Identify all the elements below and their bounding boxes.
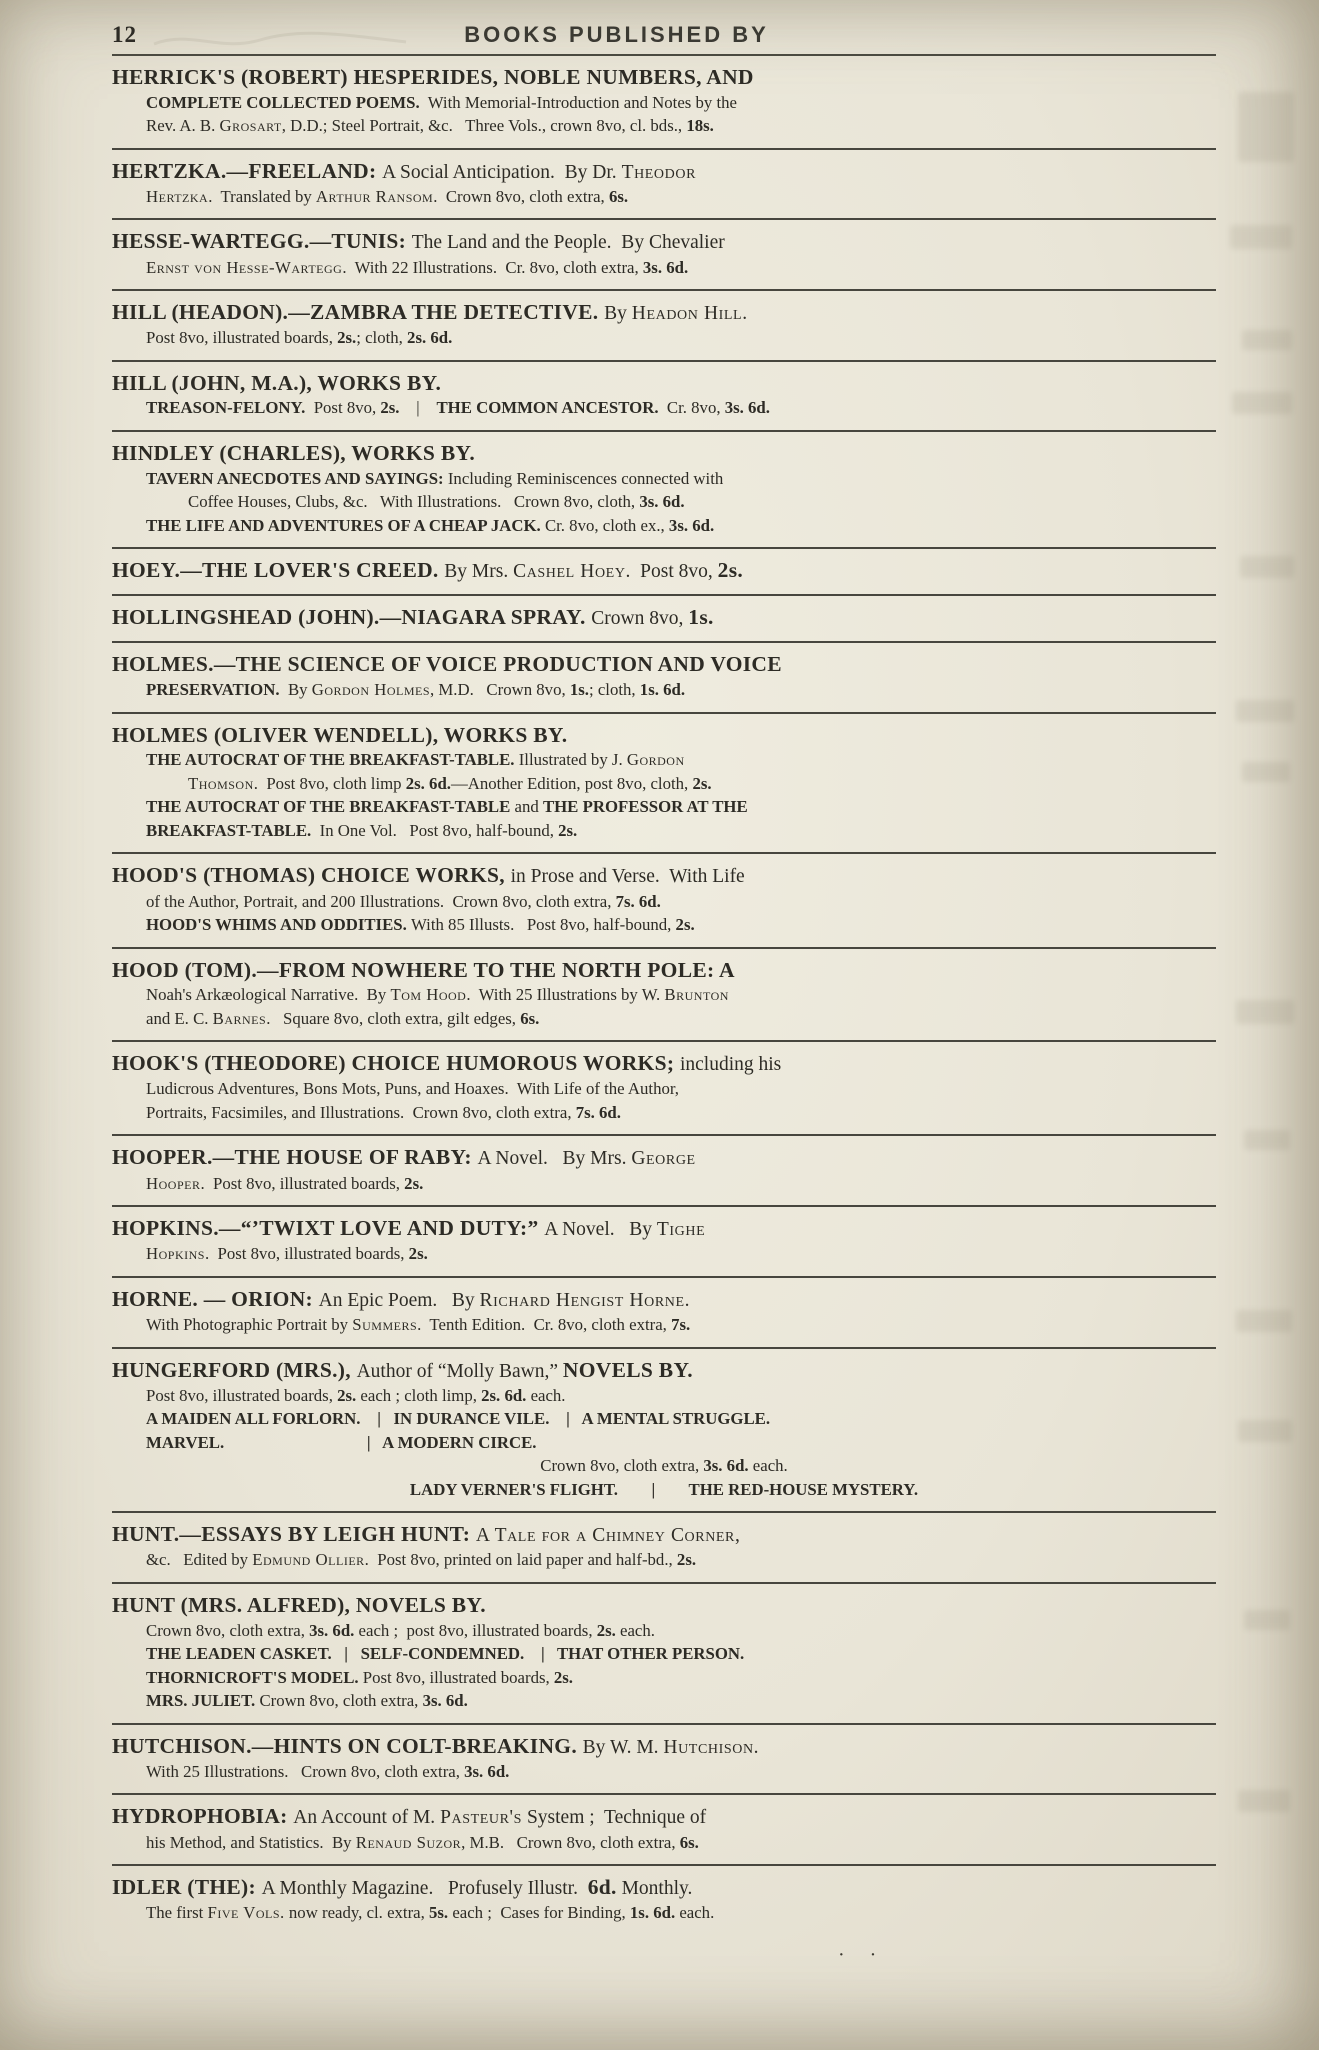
catalog-entry: [112, 596, 1216, 643]
entry-text-segment: Post 8vo, illustrated boards,: [146, 328, 338, 348]
entry-text-segment: 3s. 6d.: [309, 1620, 355, 1640]
entry-text-segment: Cr. 8vo, cloth ex.,: [544, 515, 669, 535]
entry-line: [112, 299, 1216, 326]
entry-line: [188, 772, 1216, 796]
catalog-entry: [112, 1725, 1216, 1796]
entry-line: [146, 890, 1216, 914]
entry-text-segment: Tom Hood: [390, 985, 467, 1005]
entry-line: [146, 396, 1216, 420]
entry-text-segment: 3s. 6d.: [668, 515, 715, 535]
catalog-entry: [112, 1207, 1216, 1278]
entry-line: [112, 1144, 1216, 1171]
entry-text-segment: THE PROFESSOR AT THE: [542, 797, 748, 817]
entry-line: [146, 1313, 1216, 1337]
entry-text-segment: 1s.: [569, 680, 589, 700]
entry-line: [112, 557, 1216, 584]
entry-line: [112, 1357, 1216, 1384]
entry-line: [112, 228, 1216, 255]
entry-text-segment: THE LEADEN CASKET. | SELF-CONDEMNED. | THAT OTHER PERSON.: [146, 1644, 745, 1664]
page-content: [112, 22, 1216, 1935]
entry-text-segment: Rev. A. B.: [146, 116, 220, 136]
catalog-entry: [112, 150, 1216, 221]
entry-text-segment: HYDROPHOBIA:: [112, 1804, 294, 1829]
entry-line: [112, 722, 1216, 749]
entry-text-segment: George: [631, 1148, 696, 1170]
catalog-entry: [112, 549, 1216, 596]
entry-text-segment: Hopkins: [146, 1244, 205, 1264]
entry-text-segment: . Square 8vo, cloth extra, gilt edges,: [266, 1008, 521, 1028]
entry-line: [112, 604, 1216, 631]
entry-text-segment: HUTCHISON.—HINTS ON COLT-BREAKING.: [112, 1733, 583, 1758]
entry-line: [112, 1215, 1216, 1242]
entry-text-segment: THORNICROFT'S MODEL.: [146, 1667, 363, 1687]
entry-text-segment: HOOPER.—THE HOUSE OF RABY:: [112, 1145, 478, 1170]
showthrough-mark: [1238, 1790, 1290, 1812]
entry-text-segment: 3s. 6d.: [464, 1761, 510, 1781]
catalog-entry: [112, 220, 1216, 291]
entry-line: [146, 185, 1216, 209]
entry-text-segment: 2s.: [596, 1620, 616, 1640]
showthrough-mark: [1242, 762, 1290, 782]
catalog-entry: [112, 949, 1216, 1043]
entry-text-segment: 1s.: [688, 605, 714, 630]
entry-text-segment: The Land and the People. By Chevalier: [411, 232, 725, 254]
entry-line: [146, 795, 1216, 819]
entry-text-segment: HOLMES (OLIVER WENDELL), WORKS BY.: [112, 722, 568, 747]
entry-text-segment: Edmund Ollier: [252, 1550, 365, 1570]
entry-text-segment: LADY VERNER'S FLIGHT. | THE RED-HOUSE MYSTERY.: [409, 1479, 919, 1499]
entry-line: [146, 1431, 1216, 1455]
entry-text-segment: Noah's Arkæological Narrative. By: [146, 985, 391, 1005]
entry-text-segment: HOEY.—THE LOVER'S CREED.: [112, 558, 445, 583]
entry-line: [146, 1619, 1216, 1643]
catalog-entry: [112, 56, 1216, 150]
entry-text-segment: 2s.: [380, 398, 400, 418]
entry-text-segment: By: [279, 680, 312, 700]
entry-text-segment: THE LIFE AND ADVENTURES OF A CHEAP JACK.: [146, 515, 545, 535]
entry-text-segment: 2s. 6d.: [405, 773, 451, 793]
entry-line: [146, 1077, 1216, 1101]
entry-text-segment: Renaud Suzor: [355, 1832, 462, 1852]
entry-text-segment: 2s. 6d.: [407, 328, 453, 348]
entry-text-segment: HERTZKA.—FREELAND:: [112, 158, 383, 183]
showthrough-mark: [1244, 1130, 1290, 1150]
entry-text-segment: THE COMMON ANCESTOR.: [436, 398, 659, 418]
entry-text-segment: &c. Edited by: [146, 1550, 253, 1570]
entry-text-segment: Five Vols.: [207, 1903, 285, 1923]
entry-text-segment: Portraits, Facsimiles, and Illustrations. Crown 8vo, cloth extra,: [146, 1102, 576, 1122]
entry-text-segment: NOVELS BY.: [562, 1357, 693, 1382]
entry-text-segment: In One Vol. Post 8vo, half-bound,: [311, 820, 559, 840]
catalog-entry: [112, 432, 1216, 549]
entry-text-segment: Headon Hill: [631, 303, 743, 325]
entry-text-segment: A Novel. By: [544, 1219, 657, 1241]
entry-text-segment: each.: [526, 1385, 566, 1405]
catalog-entry: [112, 643, 1216, 713]
entry-line: [188, 490, 1216, 514]
entry-text-segment: , M.D. Crown 8vo,: [430, 680, 570, 700]
entry-line: [112, 1592, 1216, 1619]
entry-line: [112, 1454, 1216, 1478]
entry-text-segment: Including Reminiscences connected with: [447, 468, 724, 488]
entry-text-segment: . Post 8vo, illustrated boards,: [204, 1244, 409, 1264]
footer-mark: · ·: [838, 1944, 887, 1966]
entry-text-segment: HOLLINGSHEAD (JOHN).—NIAGARA SPRAY.: [112, 605, 592, 630]
catalog-entry: [112, 1866, 1216, 1935]
catalog-entry: [112, 714, 1216, 855]
entry-text-segment: 2s.: [676, 1550, 697, 1570]
entry-line: [146, 1760, 1216, 1784]
showthrough-mark: [1236, 1310, 1292, 1332]
entry-text-segment: With Memorial-Introduction and Notes by the: [419, 92, 737, 112]
entry-line: [146, 91, 1216, 115]
entry-text-segment: —Another Edition, post 8vo, cloth,: [450, 773, 693, 793]
entry-text-segment: 1s. 6d.: [629, 1903, 676, 1923]
entry-text-segment: 6s.: [679, 1832, 699, 1852]
entry-line: [112, 1874, 1216, 1901]
entry-text-segment: Post 8vo, illustrated boards,: [362, 1667, 554, 1687]
entry-text-segment: Crown 8vo, cloth extra,: [146, 1620, 310, 1640]
entry-text-segment: System ; Technique of: [522, 1807, 707, 1829]
entry-text-segment: . Post 8vo, illustrated boards,: [200, 1173, 405, 1193]
entry-text-segment: HERRICK'S (ROBERT) HESPERIDES, NOBLE NUMBERS, AND: [112, 65, 754, 89]
entry-text-segment: Thomson: [188, 773, 254, 793]
entry-text-segment: 6s.: [608, 186, 629, 206]
entry-text-segment: 1s. 6d.: [639, 680, 686, 700]
entry-text-segment: 18s.: [686, 116, 714, 136]
entry-text-segment: Cr. 8vo,: [658, 398, 725, 418]
entry-text-segment: Post 8vo,: [305, 398, 381, 418]
catalog-entry: [112, 1513, 1216, 1584]
entry-line: [112, 1803, 1216, 1830]
showthrough-mark: [1232, 392, 1292, 414]
entry-text-segment: The first: [146, 1903, 208, 1923]
entry-text-segment: HORNE. — ORION:: [112, 1286, 319, 1311]
entry-line: [146, 1101, 1216, 1125]
entry-text-segment: HOOK'S (THEODORE) CHOICE HUMOROUS WORKS;: [112, 1051, 680, 1076]
entry-text-segment: 7s.: [671, 1315, 691, 1334]
entry-text-segment: Brunton: [664, 985, 729, 1005]
entry-text-segment: . Tenth Edition. Cr. 8vo, cloth extra,: [417, 1315, 672, 1334]
entry-text-segment: 2s.: [404, 1173, 424, 1193]
entry-text-segment: . Post 8vo,: [625, 561, 718, 583]
entry-text-segment: each.: [675, 1903, 715, 1923]
entry-line: [112, 440, 1216, 467]
entry-text-segment: , M.B. Crown 8vo, cloth extra,: [461, 1832, 680, 1852]
entry-text-segment: MRS. JULIET.: [146, 1691, 260, 1711]
showthrough-mark: [1230, 225, 1292, 249]
entry-text-segment: With 25 Illustrations. Crown 8vo, cloth extra,: [146, 1761, 465, 1781]
entry-text-segment: A Monthly Magazine. Profusely Illustr.: [261, 1878, 588, 1900]
entry-text-segment: Illustrated by J.: [518, 750, 627, 770]
entry-line: [146, 1689, 1216, 1713]
entry-line: [146, 1172, 1216, 1196]
entry-text-segment: 2s.: [558, 820, 578, 840]
entry-line: [112, 1733, 1216, 1760]
entry-text-segment: Hutchison: [663, 1736, 754, 1758]
entry-text-segment: Gordon: [626, 750, 685, 770]
entry-text-segment: By: [604, 303, 632, 325]
entry-list: [112, 56, 1216, 1935]
catalog-entry: [112, 1278, 1216, 1349]
entry-text-segment: 6s.: [520, 1008, 540, 1028]
entry-text-segment: An Epic Poem. By: [318, 1289, 480, 1311]
entry-line: [112, 957, 1216, 984]
entry-text-segment: By Mrs.: [444, 561, 514, 583]
entry-text-segment: .: [742, 303, 748, 325]
entry-text-segment: each ; cloth limp,: [356, 1385, 482, 1405]
catalog-entry: [112, 291, 1216, 362]
catalog-entry: [112, 1795, 1216, 1866]
entry-text-segment: 2s.: [337, 1385, 357, 1405]
entry-text-segment: HILL (JOHN, M.A.), WORKS BY.: [112, 370, 442, 395]
entry-text-segment: 3s. 6d.: [422, 1691, 468, 1711]
entry-text-segment: HOOD (TOM).—FROM NOWHERE TO THE NORTH POLE: A: [112, 957, 735, 982]
showthrough-mark: [1238, 92, 1294, 162]
entry-text-segment: Pasteur's: [440, 1807, 523, 1829]
entry-text-segment: now ready, cl. extra,: [284, 1903, 430, 1923]
entry-text-segment: HESSE-WARTEGG.—TUNIS:: [112, 229, 412, 254]
entry-text-segment: his Method, and Statistics. By: [146, 1832, 356, 1852]
entry-line: [146, 1242, 1216, 1266]
entry-text-segment: HUNGERFORD (MRS.),: [112, 1357, 357, 1382]
showthrough-mark: [1238, 1420, 1292, 1442]
entry-text-segment: .: [753, 1736, 759, 1758]
entry-text-segment: THE AUTOCRAT OF THE BREAKFAST-TABLE.: [146, 750, 519, 770]
catalog-entry: [112, 1042, 1216, 1136]
catalog-entry: [112, 362, 1216, 432]
showthrough-mark: [1236, 1000, 1294, 1024]
entry-line: [146, 514, 1216, 538]
entry-text-segment: PRESERVATION.: [146, 680, 280, 700]
catalog-entry: [112, 854, 1216, 948]
entry-text-segment: . Translated by: [208, 186, 316, 206]
entry-text-segment: With 85 Illusts. Post 8vo, half-bound,: [410, 915, 676, 935]
showthrough-mark: [1240, 556, 1294, 578]
entry-text-segment: Post 8vo, illustrated boards,: [146, 1385, 338, 1405]
entry-text-segment: Cashel Hoey: [513, 561, 626, 583]
entry-text-segment: Author of “Molly Bawn,”: [356, 1360, 563, 1382]
entry-text-segment: HOOD'S (THOMAS) CHOICE WORKS,: [112, 863, 511, 888]
entry-text-segment: Theodor: [621, 161, 697, 183]
entry-line: [146, 1548, 1216, 1572]
entry-text-segment: 2s.: [408, 1244, 428, 1264]
entry-text-segment: 2s.: [675, 915, 695, 935]
entry-text-segment: HUNT.—ESSAYS BY LEIGH HUNT:: [112, 1522, 476, 1547]
catalog-entry: [112, 1349, 1216, 1514]
entry-line: [112, 1286, 1216, 1313]
entry-line: [146, 1642, 1216, 1666]
entry-text-segment: Ernst von Hesse-Wartegg: [146, 257, 343, 277]
entry-text-segment: 6d.: [587, 1875, 617, 1900]
showthrough-mark: [1244, 1610, 1290, 1630]
entry-text-segment: . Post 8vo, printed on laid paper and half-bd.,: [364, 1550, 677, 1570]
entry-line: [146, 913, 1216, 937]
entry-text-segment: COMPLETE COLLECTED POEMS.: [146, 92, 420, 112]
entry-text-segment: Richard Hengist Horne: [479, 1289, 685, 1311]
entry-text-segment: 7s. 6d.: [615, 891, 661, 911]
entry-text-segment: Gordon Holmes: [311, 680, 430, 700]
entry-line: [146, 1901, 1216, 1925]
entry-text-segment: 7s. 6d.: [575, 1102, 621, 1122]
entry-text-segment: . Post 8vo, cloth limp: [253, 773, 406, 793]
entry-text-segment: A MAIDEN ALL FORLORN. | IN DURANCE VILE. | A MENTAL STRUGGLE.: [146, 1409, 771, 1429]
entry-text-segment: 2s. 6d.: [481, 1385, 527, 1405]
entry-text-segment: A Social Anticipation. By Dr.: [382, 161, 622, 183]
entry-line: [146, 1384, 1216, 1408]
entry-text-segment: HILL (HEADON).—ZAMBRA THE DETECTIVE.: [112, 300, 605, 325]
entry-text-segment: MARVEL. | A MODERN CIRCE.: [146, 1432, 537, 1452]
entry-line: [146, 1831, 1216, 1855]
entry-text-segment: With Photographic Portrait by: [146, 1315, 353, 1334]
entry-text-segment: . With 22 Illustrations. Cr. 8vo, cloth extra,: [342, 257, 643, 277]
entry-text-segment: each.: [748, 1456, 788, 1476]
entry-text-segment: Barnes: [212, 1008, 267, 1028]
entry-text-segment: TAVERN ANECDOTES AND SAYINGS:: [146, 468, 448, 488]
entry-text-segment: Hooper: [146, 1173, 201, 1193]
entry-line: [146, 983, 1216, 1007]
page-number: 12: [112, 22, 137, 47]
entry-text-segment: .: [684, 1289, 690, 1311]
entry-text-segment: Grosart: [219, 116, 282, 136]
catalog-entry: [112, 1584, 1216, 1725]
showthrough-mark: [1242, 330, 1292, 350]
entry-text-segment: 3s. 6d.: [639, 492, 685, 512]
entry-text-segment: 2s.: [553, 1667, 574, 1687]
entry-text-segment: . With 25 Illustrations by W.: [466, 985, 665, 1005]
entry-line: [112, 64, 1216, 91]
entry-text-segment: 3s. 6d.: [724, 398, 770, 418]
entry-text-segment: A Tale for a Chimney Corner,: [475, 1525, 741, 1547]
entry-text-segment: each ; Cases for Binding,: [448, 1903, 630, 1923]
page-header: [112, 22, 1216, 56]
entry-text-segment: HUNT (MRS. ALFRED), NOVELS BY.: [112, 1592, 486, 1617]
entry-line: [112, 1478, 1216, 1502]
entry-text-segment: 2s.: [692, 773, 712, 793]
entry-text-segment: HOOD'S WHIMS AND ODDITIES.: [146, 915, 411, 935]
entry-text-segment: in Prose and Verse. With Life: [510, 866, 745, 888]
entry-line: [146, 326, 1216, 350]
entry-text-segment: |: [399, 398, 437, 418]
entry-text-segment: Summers: [352, 1315, 418, 1334]
entry-text-segment: , D.D.; Steel Portrait, &c. Three Vols., crown 8vo, cl. bds.,: [281, 116, 687, 136]
entry-text-segment: BREAKFAST-TABLE.: [146, 820, 312, 840]
entry-text-segment: ; cloth,: [588, 680, 640, 700]
entry-line: [146, 1407, 1216, 1431]
entry-text-segment: each ; post 8vo, illustrated boards,: [354, 1620, 597, 1640]
entry-text-segment: By W. M.: [582, 1736, 664, 1758]
entry-text-segment: Coffee Houses, Clubs, &c. With Illustrations. Crown 8vo, cloth,: [188, 492, 640, 512]
entry-line: [146, 114, 1216, 138]
entry-text-segment: A Novel. By Mrs.: [477, 1148, 632, 1170]
entry-text-segment: HOPKINS.—“’TWIXT LOVE AND DUTY:”: [112, 1216, 545, 1241]
entry-text-segment: . Crown 8vo, cloth extra,: [433, 186, 609, 206]
entry-text-segment: Crown 8vo, cloth extra,: [540, 1456, 704, 1476]
entry-text-segment: Tighe: [656, 1219, 706, 1241]
entry-line: [146, 1007, 1216, 1031]
entry-line: [112, 651, 1216, 678]
entry-text-segment: and: [510, 797, 543, 817]
entry-text-segment: 5s.: [429, 1903, 449, 1923]
entry-text-segment: 2s.: [717, 558, 744, 583]
entry-text-segment: IDLER (THE):: [112, 1875, 262, 1900]
entry-text-segment: of the Author, Portrait, and 200 Illustrations. Crown 8vo, cloth extra,: [146, 891, 616, 911]
entry-line: [112, 862, 1216, 889]
entry-line: [146, 256, 1216, 280]
showthrough-mark: [1236, 700, 1294, 722]
entry-line: [146, 748, 1216, 772]
entry-line: [112, 1050, 1216, 1077]
entry-text-segment: THE AUTOCRAT OF THE BREAKFAST-TABLE: [146, 797, 511, 817]
entry-text-segment: Ludicrous Adventures, Bons Mots, Puns, and Hoaxes. With Life of the Author,: [146, 1079, 679, 1099]
entry-text-segment: including his: [679, 1054, 782, 1076]
entry-line: [112, 1521, 1216, 1548]
entry-text-segment: An Account of M.: [293, 1807, 441, 1829]
page-header-title: BOOKS PUBLISHED BY: [464, 22, 769, 47]
entry-text-segment: 3s. 6d.: [703, 1456, 749, 1476]
entry-text-segment: HOLMES.—THE SCIENCE OF VOICE PRODUCTION AND VOICE: [112, 652, 782, 677]
entry-line: [112, 158, 1216, 185]
entry-text-segment: and E. C.: [146, 1008, 213, 1028]
entry-text-segment: Crown 8vo, cloth extra,: [259, 1691, 423, 1711]
entry-text-segment: 2s.: [337, 328, 357, 348]
entry-text-segment: ; cloth,: [356, 328, 408, 348]
entry-text-segment: Hertzka: [146, 186, 209, 206]
entry-line: [112, 370, 1216, 397]
entry-text-segment: HINDLEY (CHARLES), WORKS BY.: [112, 440, 476, 465]
entry-text-segment: 3s. 6d.: [642, 257, 689, 277]
entry-line: [146, 467, 1216, 491]
entry-text-segment: Monthly.: [616, 1878, 693, 1900]
entry-text-segment: each.: [615, 1620, 655, 1640]
entry-text-segment: Crown 8vo,: [591, 608, 689, 630]
catalog-entry: [112, 1136, 1216, 1207]
entry-line: [146, 1666, 1216, 1690]
entry-text-segment: Arthur Ransom: [315, 186, 434, 206]
entry-line: [146, 678, 1216, 702]
entry-text-segment: TREASON-FELONY.: [146, 398, 306, 418]
entry-line: [146, 819, 1216, 843]
